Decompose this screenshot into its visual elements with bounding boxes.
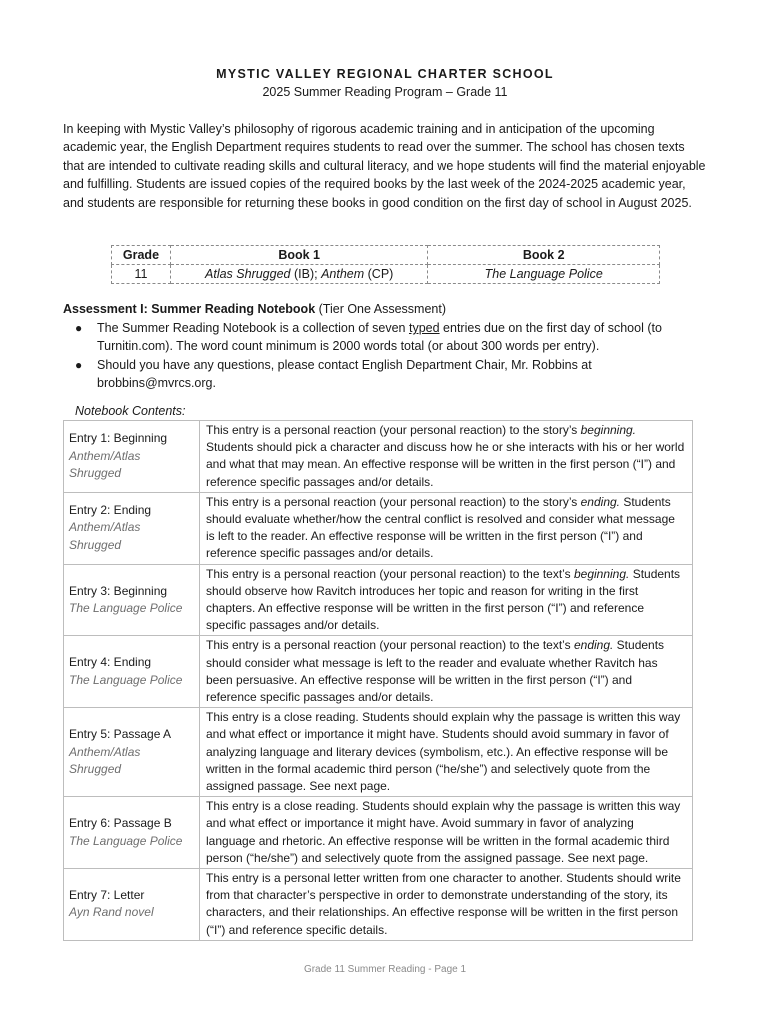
entry-desc-post: Students should evaluate whether/how the central conflict is resolved and consider what message is left to the reader. An effective response will be written in the first person (“I”) and reference specific passages and/or details. — [206, 494, 675, 561]
entry-book: Anthem/Atlas Shrugged — [69, 520, 141, 552]
entry-title: Entry 2: Ending — [69, 502, 152, 517]
bullet1-pre: The Summer Reading Notebook is a collection of seven — [97, 321, 409, 335]
book1-cell — [170, 265, 427, 284]
bullet1-post: entries due on the first day of school (to Turnitin.com). The word count minimum is 2000 words total (or about 300 words per entry). — [97, 321, 662, 353]
entry-label-cell — [64, 564, 200, 636]
page-footer: Grade 11 Summer Reading - Page 1 — [303, 964, 467, 975]
book1-title-a: Atlas Shrugged — [205, 267, 291, 281]
entry-description-cell — [200, 564, 693, 636]
notebook-contents-label: Notebook Contents: — [75, 404, 186, 418]
book1-header: Book 1 — [170, 246, 427, 265]
notebook-row — [64, 708, 693, 797]
notebook-row — [64, 636, 693, 708]
bullet-icon: ● — [75, 321, 83, 335]
entry-title: Entry 5: Passage A — [69, 727, 172, 741]
entry-desc-pre: This entry is a personal letter written from one character to another. Students should write from that character’s perspective in order to demonstrate understanding of the story, its characters, and their relationships. An effective response will be written in the first person (“I”) and reference specific details. — [206, 871, 681, 937]
entry-description-cell — [200, 797, 693, 869]
entry-description-cell — [200, 636, 693, 708]
entry-title: Entry 1: Beginning — [69, 431, 168, 446]
book2-header: Book 2 — [428, 246, 660, 265]
assessment-title — [63, 300, 713, 318]
assessment-bullets — [63, 319, 713, 392]
bullet2-text: Should you have any questions, please contact English Department Chair, Mr. Robbins at brobbins@mvrcs.org. — [97, 358, 592, 390]
notebook-table — [63, 420, 693, 941]
entry-book: The Language Police — [69, 601, 183, 616]
entry-book: The Language Police — [69, 672, 183, 687]
bullet-contact — [63, 356, 713, 392]
notebook-row — [64, 492, 693, 564]
entry-label-cell — [64, 797, 200, 869]
book1-tag-a: (IB); — [290, 267, 322, 281]
entry-book: Anthem/Atlas Shrugged — [69, 448, 141, 481]
bullet-notebook — [63, 319, 713, 355]
assessment-title-bold: Assessment I: Summer Reading Notebook — [63, 302, 316, 316]
entry-description-cell — [200, 421, 693, 493]
book-table-row — [112, 265, 660, 284]
school-name: MYSTIC VALLEY REGIONAL CHARTER SCHOOL — [216, 67, 554, 81]
entry-title: Entry 4: Ending — [69, 655, 152, 670]
entry-desc-pre: This entry is a close reading. Students should explain why the passage is written this way and what effect or importance it might have. Avoid summary in favor of analyzing language and rhetoric. An effective response will be written in the formal academic third person (“he/she”) and selectively quote from the assigned passage. See next page. — [206, 799, 681, 865]
book-table — [111, 245, 660, 284]
book2-cell: The Language Police — [428, 265, 660, 284]
entry-description-cell — [200, 492, 693, 564]
grade-cell: 11 — [112, 265, 171, 284]
entry-desc-emphasis: ending. — [580, 494, 620, 509]
entry-desc-emphasis: beginning. — [573, 566, 630, 581]
notebook-row — [64, 564, 693, 636]
notebook-table-body — [64, 421, 693, 941]
entry-desc-pre: This entry is a personal reaction (your personal reaction) to the story’s — [206, 423, 581, 437]
intro-paragraph: In keeping with Mystic Valley’s philosophy of rigorous academic training and in anticipation of the upcoming academic year, the English Department requires students to read over the summer. The school has chosen texts that are intended to cultivate reading skills and cultural literacy, and we hope students will find the material enjoyable and fulfilling. Students are issued copies of the required books by the last week of the 2024-2025 academic year, and students are responsible for returning these books in good condition on the first day of school in August 2025. — [63, 122, 706, 210]
entry-desc-emphasis: beginning. — [580, 423, 637, 437]
entry-desc-post: Students should consider what message is left to the reader and evaluate whether Ravitch has been persuasive. An effective response will be written in the first person (“I”) and reference specific passages and/or details. — [206, 638, 665, 705]
entry-label-cell — [64, 708, 200, 797]
entry-book: Anthem/Atlas Shrugged — [69, 744, 141, 776]
entry-title: Entry 7: Letter — [69, 887, 145, 902]
book1-title-b: Anthem — [321, 267, 365, 281]
entry-desc-pre: This entry is a personal reaction (your personal reaction) to the story’s — [206, 494, 581, 509]
bullet-icon: ● — [75, 358, 83, 372]
assessment-title-rest: (Tier One Assessment) — [315, 302, 446, 316]
assessment-section — [63, 300, 713, 392]
notebook-row — [64, 797, 693, 869]
entry-desc-emphasis: ending. — [573, 638, 614, 653]
entry-description-cell — [200, 708, 693, 797]
entry-title: Entry 6: Passage B — [69, 816, 172, 831]
book1-tag-b: (CP) — [364, 267, 394, 281]
entry-title: Entry 3: Beginning — [69, 583, 168, 598]
entry-desc-post: Students should observe how Ravitch introduces her topic and reason for writing in the first chapters. An effective response will be written in the first person (“I”) and reference specific passages and/or details. — [206, 566, 681, 633]
grade-header: Grade — [112, 246, 171, 265]
entry-desc-post: Students should pick a character and discuss how he or she interacts with his or her world and what that may mean. An effective response will be written in the first person (“I”) and reference specific passages and/or details. — [206, 440, 685, 489]
entry-desc-pre: This entry is a close reading. Students should explain why the passage is written this way and what effect or importance it might have. Students should avoid summary in favor of analyzing language and literary devices (symbolism, etc.). An effective response will be written in the formal academic third person (“he/she”) and selectively quote from the assigned passage. See next page. — [206, 710, 681, 794]
notebook-row — [64, 421, 693, 493]
entry-book: The Language Police — [69, 833, 183, 848]
notebook-row — [64, 869, 693, 941]
book-table-header-row — [112, 246, 660, 265]
entry-book: Ayn Rand novel — [69, 905, 154, 920]
program-title: 2025 Summer Reading Program – Grade 11 — [262, 85, 508, 99]
entry-description-cell — [200, 869, 693, 941]
bullet1-typed: typed — [408, 321, 440, 335]
entry-label-cell — [64, 636, 200, 708]
entry-desc-pre: This entry is a personal reaction (your personal reaction) to the text’s — [206, 566, 574, 581]
entry-desc-pre: This entry is a personal reaction (your personal reaction) to the text’s — [206, 638, 574, 653]
entry-label-cell — [64, 492, 200, 564]
entry-label-cell — [64, 869, 200, 941]
entry-label-cell — [64, 421, 200, 493]
